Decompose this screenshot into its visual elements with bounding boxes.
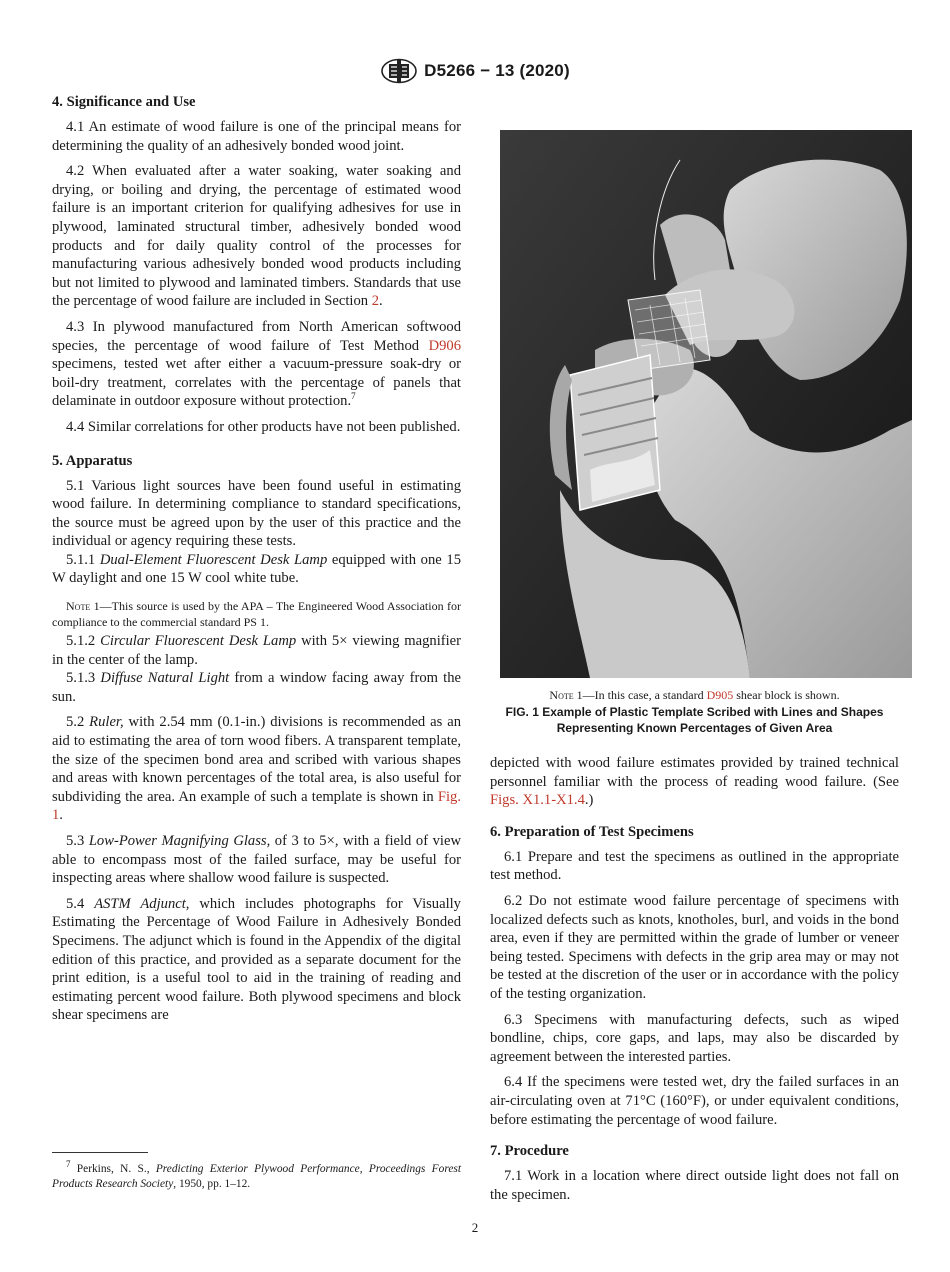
paragraph-6-2: 6.2 Do not estimate wood failure percentage of specimens with localized defects such as knots, knotholes, burl, and voids in the bond area, even if they are permitted within the grade of lumber or veneer being tested. Specimens with defects in the grip area may or may not be tested at the discretion of the user or in accordance with the policy of the testing organization. <box>490 892 899 1002</box>
paragraph-4-3-text-a: 4.3 In plywood manufactured from North American softwood species, the percentage of wood failure of Test Method <box>52 318 461 354</box>
paragraph-5-1-2-num: 5.1.2 <box>66 633 101 650</box>
fig-1-link[interactable]: Fig. 1 <box>52 788 461 824</box>
paragraph-5-4 <box>52 895 461 1025</box>
paragraph-6-4: 6.4 If the specimens were tested wet, dry the failed surfaces in an air-circulating oven at 71°C (160°F), or under equivalent conditions, before estimating the percentage of wood failure. <box>490 1074 899 1128</box>
left-column <box>52 92 461 1032</box>
paragraph-5-1-1 <box>52 551 461 588</box>
paragraph-5-1-1-num: 5.1.1 <box>66 551 100 568</box>
figure-note-text-a: —In this case, a standard <box>582 688 707 702</box>
figs-x1-link[interactable]: Figs. X1.1-X1.4 <box>490 792 585 809</box>
paragraph-4-2-end: . <box>379 293 383 310</box>
figure-1-photo <box>500 130 912 678</box>
paragraph-7-1: 7.1 Work in a location where direct outside light does not fall on the specimen. <box>490 1168 899 1203</box>
paragraph-5-2-end: . <box>59 807 63 824</box>
paragraph-5-1: 5.1 Various light sources have been found useful in estimating wood failure. In determining compliance to standard specifications, the source must be agreed upon by the user of this practice and the individual or agency requiring these tests. <box>52 477 461 550</box>
footnote-7-text-a: Perkins, N. S., <box>70 1163 156 1175</box>
footnote-divider <box>52 1152 148 1153</box>
footnote-7-text-b: , 1950, pp. 1–12. <box>173 1178 251 1190</box>
d905-link[interactable]: D905 <box>706 688 734 702</box>
paragraph-5-2-term: Ruler, <box>89 714 124 731</box>
footnote-7-title: Predicting Exterior Plywood Performance, Proceedings Forest Products Research Society <box>52 1163 461 1190</box>
paragraph-5-4-continued <box>490 754 899 810</box>
paragraph-5-2-text: with 2.54 mm (0.1-in.) divisions is recommended as an aid to estimating the area of torn wood fibers. A transparent template, the size of the specimen bond area and scribed with various shapes and areas with known percentages of the total area, is also useful for subdividing the area. An example of such a template is shown in <box>52 714 461 805</box>
paragraph-5-1-1-text: equipped with one 15 W daylight and one 15 W cool white tube. <box>52 551 461 587</box>
paragraph-5-4-text: which includes photographs for Visually Estimating the Percentage of Wood Failure in Adhesively Bonded Specimens. The adjunct which is found in the Appendix of the digital edition of this practice, and provided as a separate document for the print edition, is a useful tool to aid in the training of reading and estimating percent wood failure. Both plywood specimens and block shear specimens are <box>52 895 461 1024</box>
footnote-7-ref[interactable]: 7 <box>351 391 356 402</box>
section-5-heading: 5. Apparatus <box>52 452 133 469</box>
section-6-heading: 6. Preparation of Test Specimens <box>490 823 694 840</box>
paragraph-5-3 <box>52 832 461 888</box>
d906-link[interactable]: D906 <box>428 337 461 354</box>
paragraph-5-4-term: ASTM Adjunct, <box>94 895 190 912</box>
section-4-heading: 4. Significance and Use <box>52 94 196 110</box>
paragraph-4-3-text-b: specimens, tested wet after either a vacuum-pressure soak-dry or boil-dry treatment, correlates with the percentage of panels that delaminate in outdoor exposure without protection. <box>52 356 461 410</box>
paragraph-5-2-num: 5.2 <box>66 714 90 731</box>
paragraph-5-3-term: Low-Power Magnifying Glass, <box>88 833 271 849</box>
hand-holding-template-image <box>500 130 912 678</box>
paragraph-4-2 <box>52 162 461 311</box>
paragraph-6-1: 6.1 Prepare and test the specimens as outlined in the appropriate test method. <box>490 848 899 884</box>
document-designation: D5266 − 13 (2020) <box>424 61 570 80</box>
page-number: 2 <box>471 1220 479 1235</box>
footnote-7 <box>52 1159 461 1192</box>
paragraph-5-2 <box>52 713 461 825</box>
paragraph-5-3-num: 5.3 <box>66 833 89 849</box>
paragraph-4-4: 4.4 Similar correlations for other products have not been published. <box>66 418 461 435</box>
footnote-7-number: 7 <box>66 1159 71 1170</box>
paragraph-4-2-text: 4.2 When evaluated after a water soaking, water soaking and drying, or boiling and drying, the percentage of estimated wood failure is an important criterion for qualifying adhesives for use in plywood, laminated structural timber, adhesively bonded wood products and for daily quality control of the processes for manufacturing various adhesively bonded wood products including but not limited to plywood and laminated timbers. Standards that use the percentage of wood failure are included in Section <box>52 163 461 310</box>
paragraph-4-1: 4.1 An estimate of wood failure is one of the principal means for determining the quality of an adhesively bonded wood joint. <box>52 119 461 154</box>
paragraph-5-1-3-num: 5.1.3 <box>66 670 101 687</box>
paragraph-5-1-2-text: with 5× viewing magnifier in the center of the lamp. <box>52 633 462 668</box>
paragraph-5-3-text: of 3 to 5×, with a field of view able to encompass most of the failed surface, may be useful for inspecting areas where shallow wood failure is suspected. <box>52 833 461 887</box>
note-1-label: Note 1 <box>66 599 100 614</box>
figure-note-label: Note 1 <box>549 688 583 702</box>
paragraph-5-1-2-term: Circular Fluorescent Desk Lamp <box>100 633 297 650</box>
paragraph-4-3 <box>52 318 461 411</box>
right-column <box>490 112 899 1211</box>
figure-1-caption: FIG. 1 Example of Plastic Template Scribed with Lines and Shapes Representing Known Percentages of Given Area <box>505 705 884 735</box>
note-1-text: —This source is used by the APA – The Engineered Wood Association for compliance to the commercial standard PS 1. <box>52 599 462 630</box>
paragraph-5-1-3-term: Diffuse Natural Light <box>100 670 230 687</box>
section-2-link[interactable]: 2 <box>371 293 380 310</box>
page-header <box>0 58 950 84</box>
figure-note-text-b: shear block is shown. <box>733 688 840 702</box>
paragraph-5-1-2 <box>52 632 461 669</box>
paragraph-6-3: 6.3 Specimens with manufacturing defects, such as wiped bondline, chips, core gaps, and laps, may also be discarded by agreement between the interested parties. <box>490 1011 899 1065</box>
paragraph-5-1-3-text: from a window facing away from the sun. <box>52 670 462 705</box>
note-1 <box>52 598 461 630</box>
paragraph-5-4-num: 5.4 <box>66 895 95 912</box>
paragraph-5-1-1-term: Dual-Element Fluorescent Desk Lamp <box>99 551 328 568</box>
figure-1-note <box>490 687 899 703</box>
paragraph-5-1-3 <box>52 669 461 706</box>
paragraph-cont-text-b: .) <box>584 792 594 809</box>
astm-logo-icon <box>380 58 418 84</box>
paragraph-cont-text-a: depicted with wood failure estimates provided by trained technical personnel familiar with the process of reading wood failure. (See <box>490 755 899 790</box>
section-7-heading: 7. Procedure <box>490 1143 569 1160</box>
